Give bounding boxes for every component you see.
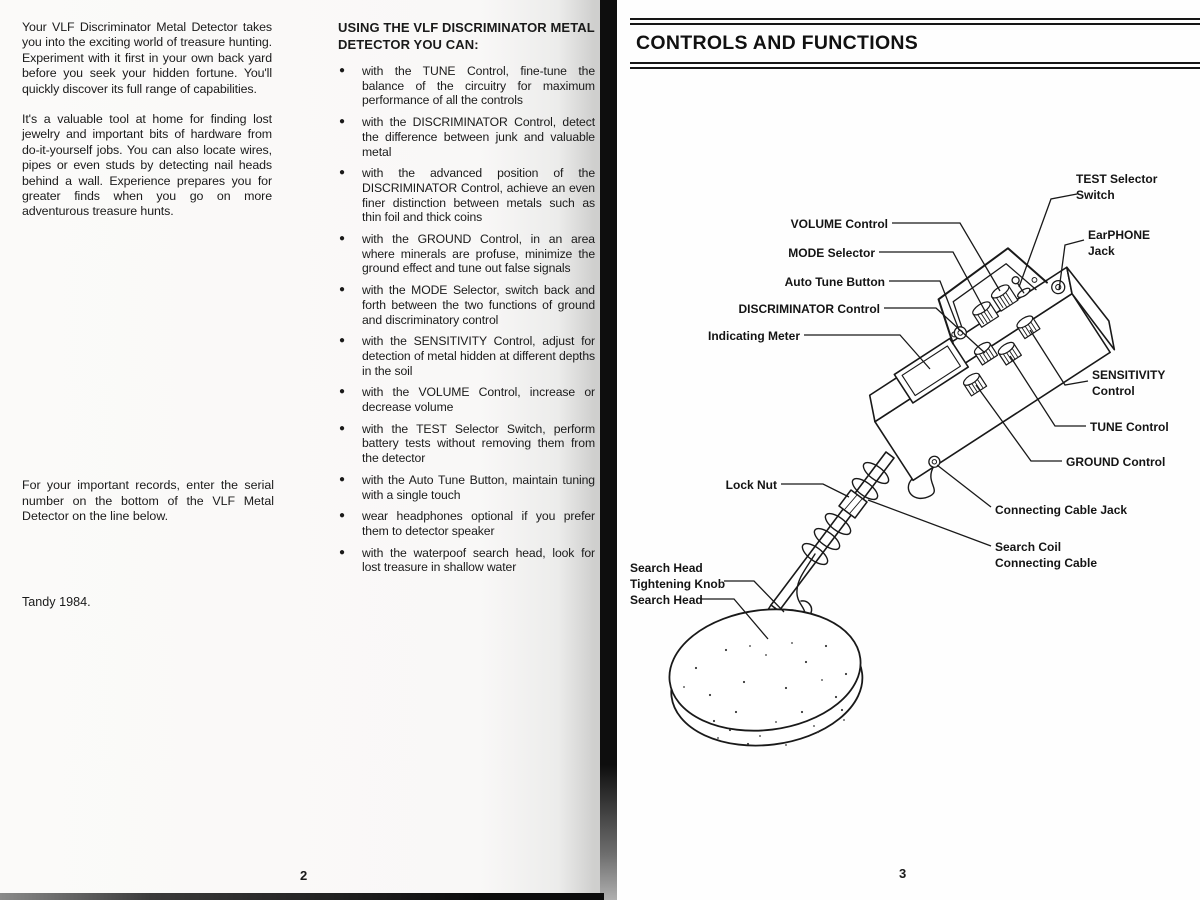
bullet-icon: ●	[339, 510, 345, 522]
bullet-text: wear headphones optional if you prefer them to detector speaker	[362, 509, 595, 538]
bullet-text: with the DISCRIMINATOR Control, detect the difference between junk and valuable metal	[362, 115, 595, 159]
shaft	[771, 452, 894, 611]
feature-bullet	[338, 166, 595, 225]
control-box	[835, 224, 1124, 482]
bullet-text: with the VOLUME Control, increase or decrease volume	[362, 385, 595, 415]
feature-bullet	[338, 64, 595, 108]
tune-control-label: TUNE Control	[1090, 420, 1169, 434]
bullet-text: with the advanced position of the DISCRIMINATOR Control, achieve an even finer distinction between metals such as thin foil and thick coins	[362, 166, 595, 225]
search-head-tightening-knob-label: Search Head Tightening Knob	[630, 561, 726, 591]
section-title: CONTROLS AND FUNCTIONS	[636, 32, 919, 54]
coiled-cable	[797, 459, 934, 613]
feature-bullet	[338, 385, 595, 414]
intro-paragraph-2: It's a valuable tool at home for finding lost jewelry and important bits of hardware from do-it-yourself jobs. You can also locate wires, pipes or even studs by detecting nail heads behind a wall. Experience prepares you for greater finds when you go on more adventurous treasure hunts.	[22, 112, 272, 219]
feature-bullet	[338, 283, 595, 327]
volume-control-label: VOLUME Control	[790, 217, 888, 231]
feature-bullet	[338, 422, 595, 466]
page-number-left: 2	[300, 868, 308, 883]
bullet-icon: ●	[339, 116, 345, 128]
left-text-column	[22, 20, 272, 235]
search-coil-connecting-cable-label: Search Coil Connecting Cable	[995, 540, 1098, 570]
bottom-scan-edge	[0, 893, 604, 900]
bullet-text: with the waterpoof search head, look for lost treasure in shallow water	[362, 545, 595, 575]
bullet-icon: ●	[339, 335, 345, 347]
feature-bullet	[338, 509, 595, 538]
connecting-cable-jack-label: Connecting Cable Jack	[995, 503, 1128, 517]
search-coil-connecting-cable-leader-line	[868, 500, 991, 546]
earphone-jack-label: EarPHONE Jack	[1088, 228, 1151, 258]
feature-bullet	[338, 115, 595, 159]
page-number-right: 3	[899, 866, 907, 881]
bullet-icon: ●	[339, 233, 345, 245]
bullet-icon: ●	[339, 167, 345, 179]
bullet-icon: ●	[339, 473, 345, 485]
intro-paragraph-1: Your VLF Discriminator Metal Detector takes you into the exciting world of treasure hunting. Experiment with it first in your own back yard before you seek your hidden fortune. You'll quickly discover its full range of capabilities.	[22, 20, 272, 96]
heading-rule-bottom-inner	[630, 62, 1200, 64]
bullet-text: with the MODE Selector, switch back and forth between the two functions of ground and discriminatory control	[362, 283, 595, 327]
heading-rule-bottom-outer	[630, 67, 1200, 69]
connecting-cable-jack-leader-line	[937, 465, 991, 507]
bullet-icon: ●	[339, 65, 345, 76]
feature-bullet	[338, 546, 595, 575]
copyright-line: Tandy 1984.	[22, 595, 91, 609]
heading-rule-top-outer	[630, 18, 1200, 20]
using-heading: USING THE VLF DISCRIMINATOR METAL DETECTOR YOU CAN:	[338, 20, 595, 52]
bullet-text: with the SENSITIVITY Control, adjust for detection of metal hidden at different depths in the soil	[362, 334, 595, 378]
auto-tune-button-label: Auto Tune Button	[784, 275, 885, 289]
page-gutter	[600, 0, 617, 900]
bullet-text: with the Auto Tune Button, maintain tuning with a single touch	[362, 472, 595, 502]
auto-tune-button-leader-line	[889, 281, 959, 330]
sensitivity-control-label: SENSITIVITY Control	[1092, 368, 1166, 398]
bullet-text: with the GROUND Control, in an area where minerals are profuse, minimize the ground effect and tune out false signals	[362, 232, 595, 276]
indicating-meter-label: Indicating Meter	[707, 329, 800, 343]
discriminator-control-label: DISCRIMINATOR Control	[738, 302, 880, 316]
bullet-icon: ●	[339, 546, 345, 558]
feature-bullet	[338, 334, 595, 378]
bullet-icon: ●	[339, 422, 345, 434]
records-note: For your important records, enter the serial number on the bottom of the VLF Metal Detector on the line below.	[22, 478, 274, 524]
test-selector-switch-label: TEST Selector Switch	[1076, 172, 1158, 202]
bullet-icon: ●	[339, 386, 345, 398]
bullet-text: with the TUNE Control, fine-tune the balance of the circuitry for maximum performance of all the controls	[362, 64, 595, 108]
search-head-label: Search Head	[630, 593, 703, 607]
bullet-text: with the TEST Selector Switch, perform battery tests without removing them from the detector	[362, 421, 595, 466]
feature-bullet-list	[338, 64, 595, 575]
middle-text-column	[338, 20, 595, 582]
lock-nut-leader-line	[781, 484, 849, 497]
ground-control-label: GROUND Control	[1066, 455, 1166, 469]
feature-bullet	[338, 232, 595, 276]
feature-bullet	[338, 473, 595, 502]
lock-nut-label: Lock Nut	[725, 478, 777, 492]
detector-diagram	[618, 80, 1200, 870]
search-head-part	[662, 599, 869, 756]
heading-rule-top-inner	[630, 23, 1200, 25]
mode-selector-label: MODE Selector	[788, 246, 875, 260]
bullet-icon: ●	[339, 284, 345, 296]
